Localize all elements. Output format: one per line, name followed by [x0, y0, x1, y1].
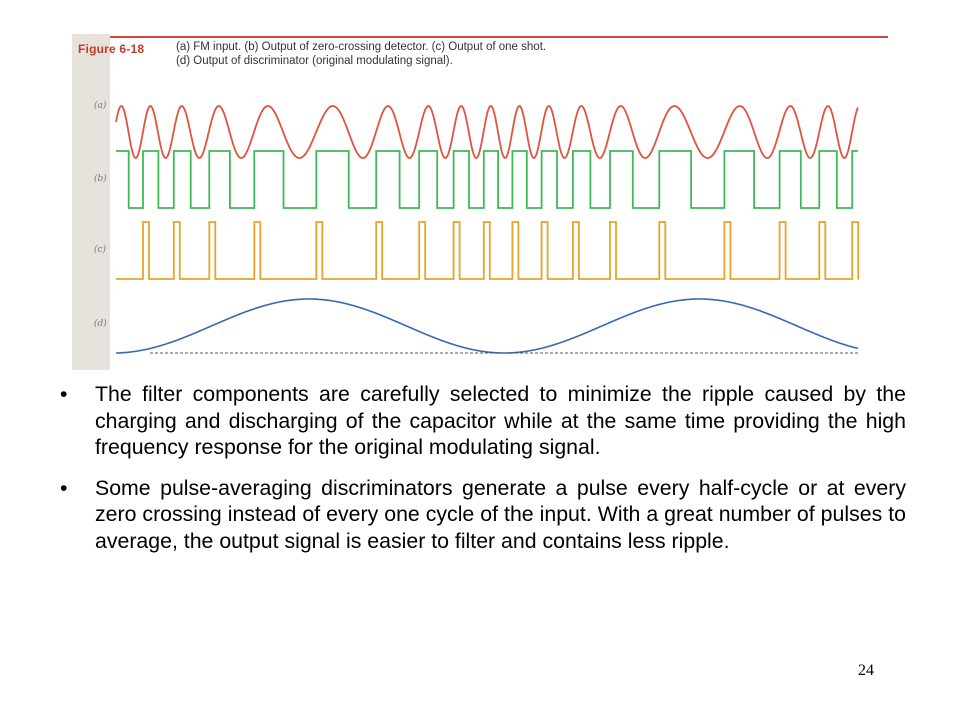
bullet-item [60, 381, 906, 461]
trace-label-c: (c) [94, 245, 107, 255]
bullet-text: The filter components are carefully selected to minimize the ripple caused by the charging and discharging of the capacitor while at the same time providing the high frequency response for the original modulating signal. [95, 382, 906, 459]
trace-label-a: (a) [94, 101, 107, 111]
bullet-list [60, 381, 906, 568]
zero-crossing-detector-wave [116, 151, 858, 208]
waveform-diagram [72, 34, 888, 370]
figure-caption-line-1: (a) FM input. (b) Output of zero-crossing detector. (c) Output of one shot. [176, 41, 547, 53]
bullet-marker: • [60, 382, 68, 406]
bullet-text: Some pulse-averaging discriminators generate a pulse every half-cycle or at every zero crossing instead of every one cycle of the input. With a great number of pulses to average, the output signal is easier to filter and contains less ripple. [95, 475, 906, 553]
bullet-item [60, 475, 906, 555]
one-shot-pulse-wave [116, 222, 858, 279]
trace-label-b: (b) [94, 174, 107, 184]
figure-label: Figure 6-18 [78, 42, 145, 56]
trace-label-d: (d) [94, 319, 107, 329]
bullet-marker: • [60, 475, 68, 500]
figure-6-18 [72, 34, 888, 370]
page-number: 24 [858, 662, 874, 679]
figure-caption-line-2: (d) Output of discriminator (original modulating signal). [176, 55, 453, 67]
discriminator-output-wave [116, 299, 858, 353]
